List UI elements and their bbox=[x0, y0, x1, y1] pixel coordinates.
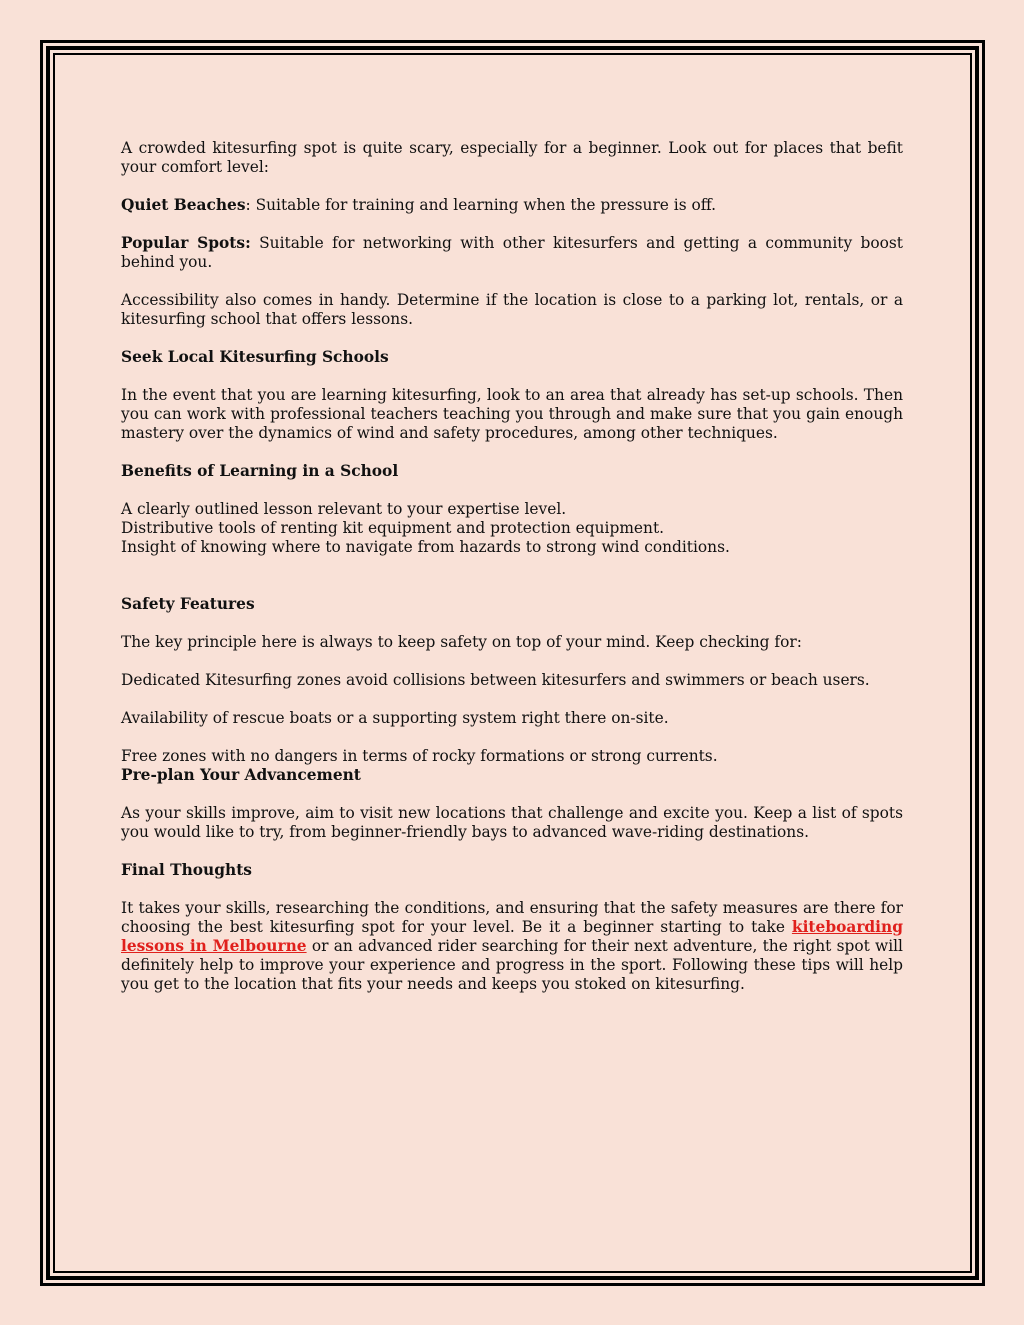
quiet-beaches-text: : Suitable for training and learning when the pressure is off. bbox=[245, 196, 717, 214]
heading-benefits bbox=[121, 462, 903, 481]
schools-paragraph: In the event that you are learning kitesurfing, look to an area that already has set-up schools. Then you can work with professional teachers teaching you through and make sure that you gain enough mastery over the dynamics of wind and safety procedures, among other techniques. bbox=[121, 386, 903, 442]
benefits-list bbox=[121, 500, 903, 557]
heading-schools bbox=[121, 348, 903, 367]
popular-spots-text: Suitable for networking with other kitesurfers and getting a community boost behind you. bbox=[121, 234, 903, 271]
heading-safety bbox=[121, 595, 903, 614]
popular-spots-label: Popular Spots: bbox=[121, 234, 251, 252]
heading-benefits-text: Benefits of Learning in a School bbox=[121, 462, 399, 480]
document-body bbox=[121, 139, 903, 1013]
heading-safety-text: Safety Features bbox=[121, 595, 255, 613]
heading-final bbox=[121, 861, 903, 880]
benefit-item: Insight of knowing where to navigate from hazards to strong wind conditions. bbox=[121, 538, 730, 556]
heading-preplan-text: Pre-plan Your Advancement bbox=[121, 766, 361, 784]
safety-item-zones: Dedicated Kitesurfing zones avoid collisions between kitesurfers and swimmers or beach users. bbox=[121, 671, 870, 689]
heading-preplan bbox=[121, 766, 903, 785]
final-text-before: It takes your skills, researching the conditions, and ensuring that the safety measures are there for choosing the best kitesurfing spot for your level. Be it a beginner starting to take bbox=[121, 899, 903, 936]
final-text-after: or an advanced rider searching for their next adventure, the right spot will definitely help to improve your experience and progress in the sport. Following these tips will help you get to the location that fits your needs and keeps you stoked on kitesurfing. bbox=[121, 937, 903, 993]
accessibility-paragraph: Accessibility also comes in handy. Determine if the location is close to a parking lot, rentals, or a kitesurfing school that offers lessons. bbox=[121, 291, 903, 328]
preplan-paragraph: As your skills improve, aim to visit new locations that challenge and excite you. Keep a list of spots you would like to try, from beginner-friendly bays to advanced wave-riding destinations. bbox=[121, 804, 903, 841]
final-paragraph bbox=[121, 899, 903, 994]
benefit-item: A clearly outlined lesson relevant to your expertise level. bbox=[121, 500, 567, 518]
heading-schools-text: Seek Local Kitesurfing Schools bbox=[121, 348, 389, 366]
kiteboarding-lessons-link[interactable]: kiteboarding lessons in Melbourne bbox=[121, 918, 903, 955]
popular-spots-paragraph bbox=[121, 234, 903, 272]
quiet-beaches-label: Quiet Beaches bbox=[121, 196, 246, 214]
intro-paragraph: A crowded kitesurfing spot is quite scary, especially for a beginner. Look out for places that befit your comfort level: bbox=[121, 139, 903, 176]
safety-item-rescue: Availability of rescue boats or a supporting system right there on-site. bbox=[121, 709, 669, 727]
quiet-beaches-paragraph bbox=[121, 196, 903, 215]
heading-final-text: Final Thoughts bbox=[121, 861, 252, 879]
safety-item-free-zones: Free zones with no dangers in terms of rocky formations or strong currents. bbox=[121, 747, 718, 765]
benefit-item: Distributive tools of renting kit equipment and protection equipment. bbox=[121, 519, 665, 537]
safety-intro-paragraph: The key principle here is always to keep safety on top of your mind. Keep checking for: bbox=[121, 633, 802, 651]
